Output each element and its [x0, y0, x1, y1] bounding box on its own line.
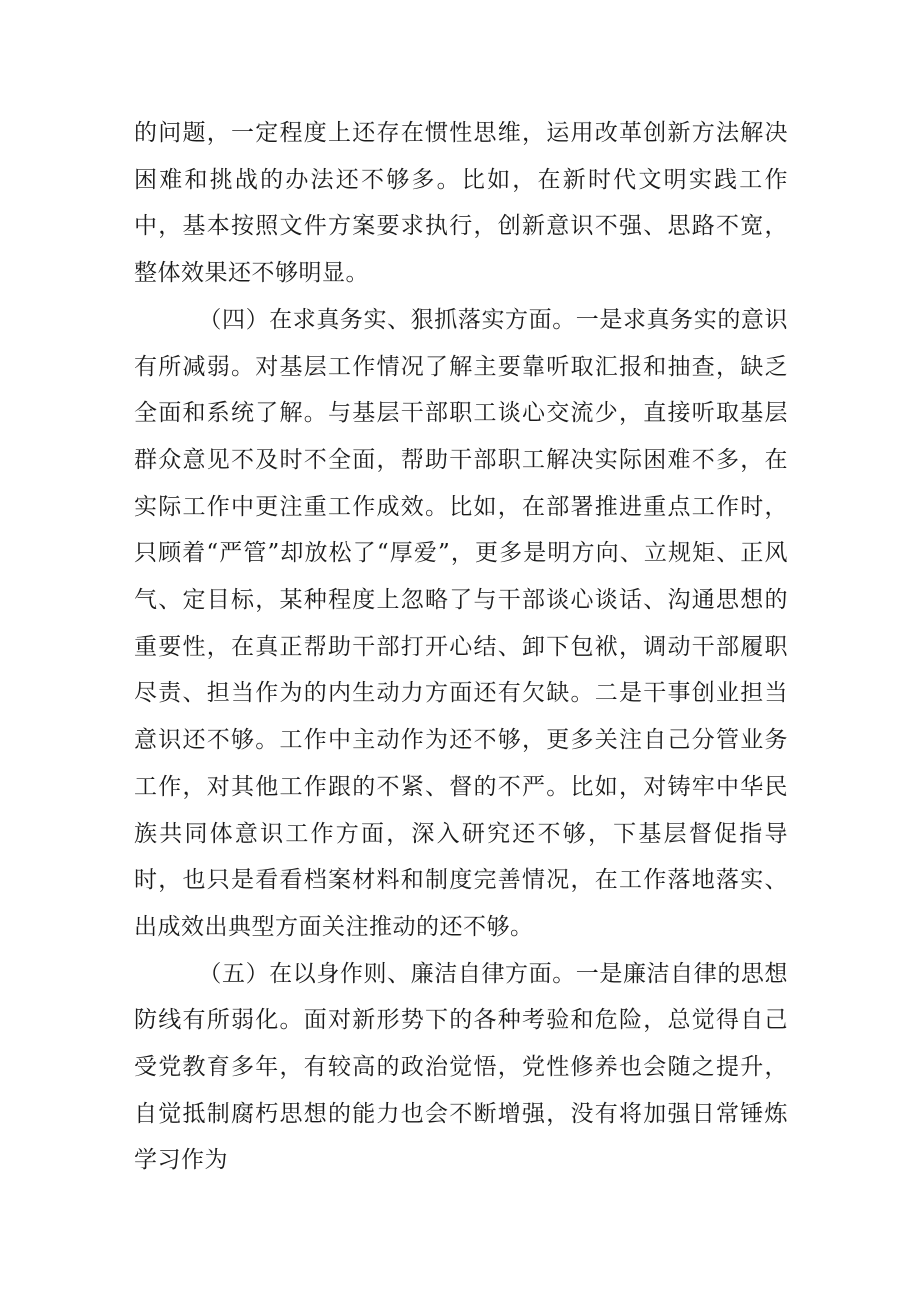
paragraph-section-four: （四）在求真务实、狠抓落实方面。一是求真务实的意识有所减弱。对基层工作情况了解主要靠听取汇报和抽查，缺乏全面和系统了解。与基层干部职工谈心交流少，直接听取基层群众意见不及时不全面，帮助干部职工解决实际困难不多，在实际工作中更注重工作成效。比如，在部署推进重点工作时，只顾着“严管”却放松了“厚爱”，更多是明方向、立规矩、正风气、定目标，某种程度上忽略了与干部谈心谈话、沟通思想的重要性，在真正帮助干部打开心结、卸下包袱，调动干部履职尽责、担当作为的内生动力方面还有欠缺。二是干事创业担当意识还不够。工作中主动作为还不够，更多关注自己分管业务工作，对其他工作跟的不紧、督的不严。比如，对铸牢中华民族共同体意识工作方面，深入研究还不够，下基层督促指导时，也只是看看档案材料和制度完善情况，在工作落地落实、出成效出典型方面关注推动的还不够。	[134, 306, 788, 940]
document-body	[134, 110, 788, 1184]
paragraph-continuation: 的问题，一定程度上还存在惯性思维，运用改革创新方法解决困难和挑战的办法还不够多。比如，在新时代文明实践工作中，基本按照文件方案要求执行，创新意识不强、思路不宽，整体效果还不够明显。	[134, 120, 788, 287]
paragraph-section-five: （五）在以身作则、廉洁自律方面。一是廉洁自律的思想防线有所弱化。面对新形势下的各种考验和危险，总觉得自己受党教育多年，有较高的政治觉悟，党性修养也会随之提升，自觉抵制腐朽思想的能力也会不断增强，没有将加强日常锤炼学习作为	[134, 960, 788, 1174]
